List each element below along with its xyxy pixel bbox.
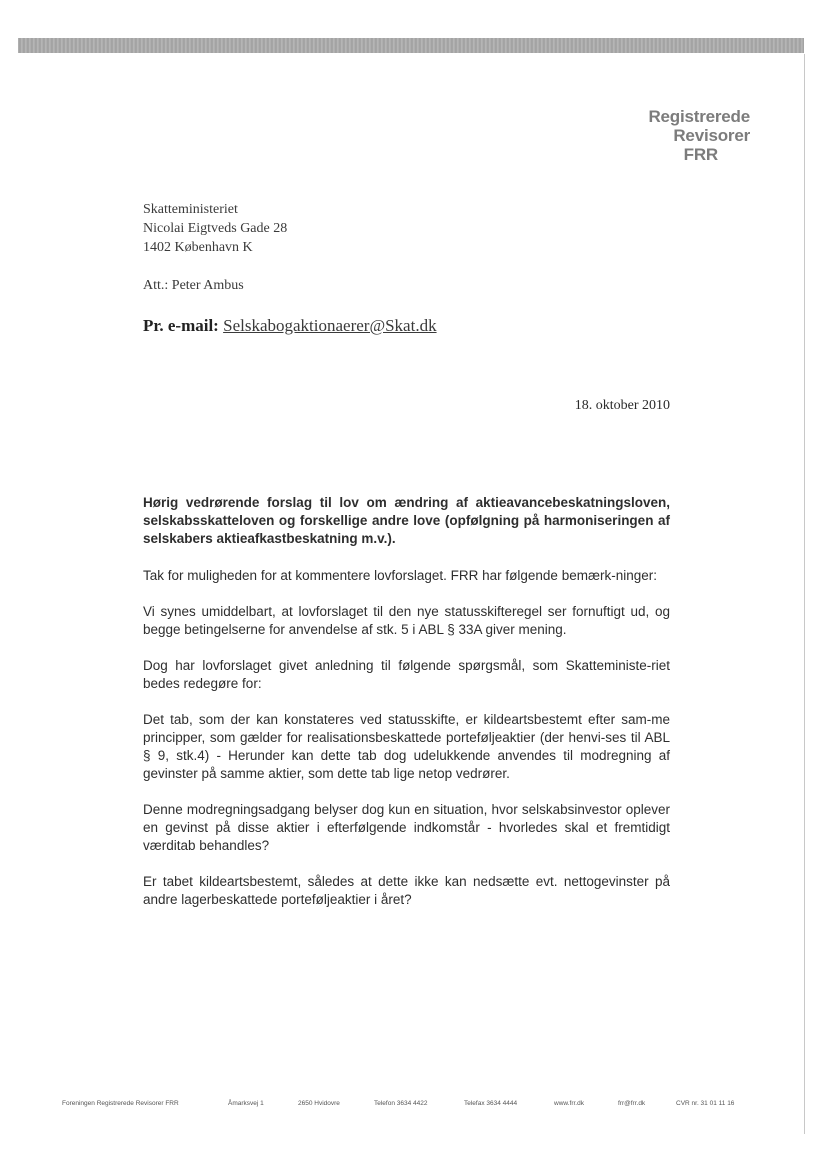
paragraph: Er tabet kildeartsbestemt, således at dette ikke kan nedsætte evt. nettogevinster på andre lagerbeskattede porteføljeaktier i året? xyxy=(143,874,670,907)
letter-date: 18. oktober 2010 xyxy=(574,398,670,413)
footer-fax: Telefax 3634 4444 xyxy=(464,1100,518,1107)
paragraph: Dog har lovforslaget givet anledning til følgende spørgsmål, som Skatteministe-riet bedes redegøre for: xyxy=(143,658,670,691)
paragraph: Det tab, som der kan konstateres ved statusskifte, er kildeartsbestemt efter sam-me principper, som gælder for realisationsbeskattede porteføljeaktier (der henvi-ses til ABL § 9, stk.4) - Herunder kan dette tab dog udelukkende anvendes til modregning af gevinster på samme aktier, som dette tab lige netop vedrører. xyxy=(143,712,670,781)
footer-city: 2650 Hvidovre xyxy=(298,1100,340,1107)
footer-mail[interactable]: frr@frr.dk xyxy=(618,1100,646,1107)
logo-line-2: Revisorer xyxy=(673,126,750,145)
footer-cvr: CVR nr. 31 01 11 16 xyxy=(676,1100,735,1107)
recipient-street: Nicolai Eigtveds Gade 28 xyxy=(143,221,288,236)
email-link[interactable]: Selskabogaktionaerer@Skat.dk xyxy=(223,316,437,335)
letter-subject: Hørig vedrørende forslag til lov om ændring af aktieavancebeskatningsloven, selskabsskatteloven og forskellige andre love (opfølgning på harmoniseringen af selskabers aktieafkastbeskatning m.v.). xyxy=(143,495,670,546)
footer-street: Åmarksvej 1 xyxy=(228,1100,264,1107)
page-edge-line xyxy=(804,54,805,1134)
email-label: Pr. e-mail: xyxy=(143,316,219,335)
logo-line-1: Registrerede xyxy=(648,107,750,126)
recipient-name: Skatteministeriet xyxy=(143,202,238,217)
top-header-bar xyxy=(18,38,804,53)
logo-line-3: FRR xyxy=(683,145,718,164)
paragraph: Tak for muligheden for at kommentere lovforslaget. FRR har følgende bemærk-ninger: xyxy=(143,568,657,583)
recipient-address xyxy=(143,200,287,257)
paragraph: Denne modregningsadgang belyser dog kun en situation, hvor selskabsinvestor oplever en gevinst på disse aktier i efterfølgende indkomstår - hvorledes skal et fremtidigt værditab behandles? xyxy=(143,802,670,853)
paragraph: Vi synes umiddelbart, at lovforslaget til den nye statusskifteregel ser fornuftigt ud, og begge betingelserne for anvendelse af stk. 5 i ABL § 33A giver mening. xyxy=(143,604,670,637)
letter-body xyxy=(143,494,670,927)
footer-web[interactable]: www.frr.dk xyxy=(554,1100,584,1107)
email-line xyxy=(143,316,437,336)
attention-line: Att.: Peter Ambus xyxy=(143,278,244,293)
footer-phone: Telefon 3634 4422 xyxy=(374,1100,428,1107)
frr-logo xyxy=(648,107,750,164)
footer-org: Foreningen Registrerede Revisorer FRR xyxy=(62,1100,179,1107)
recipient-city: 1402 København K xyxy=(143,240,253,255)
